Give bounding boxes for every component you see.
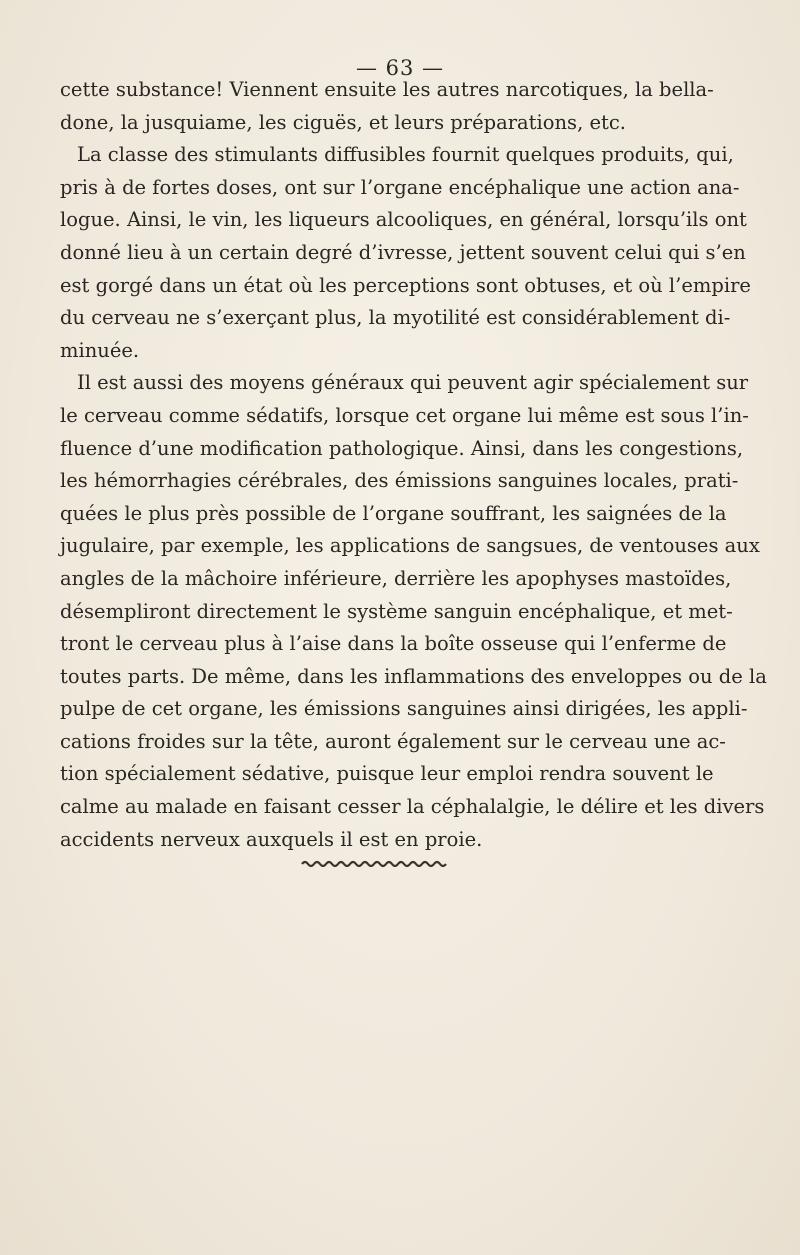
page-number: — 63 —: [355, 56, 445, 80]
text-line: minuée.: [60, 338, 140, 362]
text-line: cations froides sur la tête, auront également sur le cerveau une ac-: [60, 729, 726, 753]
text-line: est gorgé dans un état où les perceptions sont obtuses, et où l’empire: [60, 273, 751, 297]
body-text: [60, 74, 767, 856]
decorative-rule: [300, 858, 450, 870]
text-line: du cerveau ne s’exerçant plus, la myotilité est considérablement di-: [60, 306, 731, 330]
text-line: pulpe de cet organe, les émissions sanguines ainsi dirigées, les appli-: [60, 697, 748, 721]
text-line: toutes parts. De même, dans les inflammations des enveloppes ou de la: [60, 664, 767, 688]
text-line: quées le plus près possible de l’organe souffrant, les saignées de la: [60, 501, 727, 525]
text-line: Il est aussi des moyens généraux qui peuvent agir spécialement sur: [77, 371, 749, 395]
text-line: accidents nerveux auxquels il est en proie.: [60, 827, 483, 851]
text-line: tront le cerveau plus à l’aise dans la boîte osseuse qui l’enferme de: [60, 632, 727, 656]
text-line: donné lieu à un certain degré d’ivresse, jettent souvent celui qui s’en: [60, 240, 746, 264]
text-line: logue. Ainsi, le vin, les liqueurs alcooliques, en général, lorsqu’ils ont: [60, 208, 747, 232]
text-line: pris à de fortes doses, ont sur l’organe encéphalique une action ana-: [60, 175, 740, 199]
text-line: done, la jusquiame, les ciguës, et leurs préparations, etc.: [60, 110, 626, 134]
text-line: angles de la mâchoire inférieure, derrière les apophyses mastoïdes,: [60, 566, 732, 590]
text-line: cette substance! Viennent ensuite les autres narcotiques, la bella-: [60, 78, 714, 101]
text-line: fluence d’une modification pathologique. Ainsi, dans les congestions,: [60, 436, 744, 460]
text-line: jugulaire, par exemple, les applications de sangsues, de ventouses aux: [60, 534, 760, 558]
text-line: le cerveau comme sédatifs, lorsque cet organe lui même est sous l’in-: [60, 403, 749, 427]
text-line: tion spécialement sédative, puisque leur emploi rendra souvent le: [60, 762, 714, 786]
text-line: désempliront directement le système sanguin encéphalique, et met-: [60, 599, 733, 623]
text-line: les hémorrhagies cérébrales, des émissions sanguines locales, prati-: [60, 469, 739, 493]
text-line: La classe des stimulants diffusibles fournit quelques produits, qui,: [77, 143, 734, 167]
text-line: calme au malade en faisant cesser la céphalalgie, le délire et les divers: [60, 795, 765, 819]
